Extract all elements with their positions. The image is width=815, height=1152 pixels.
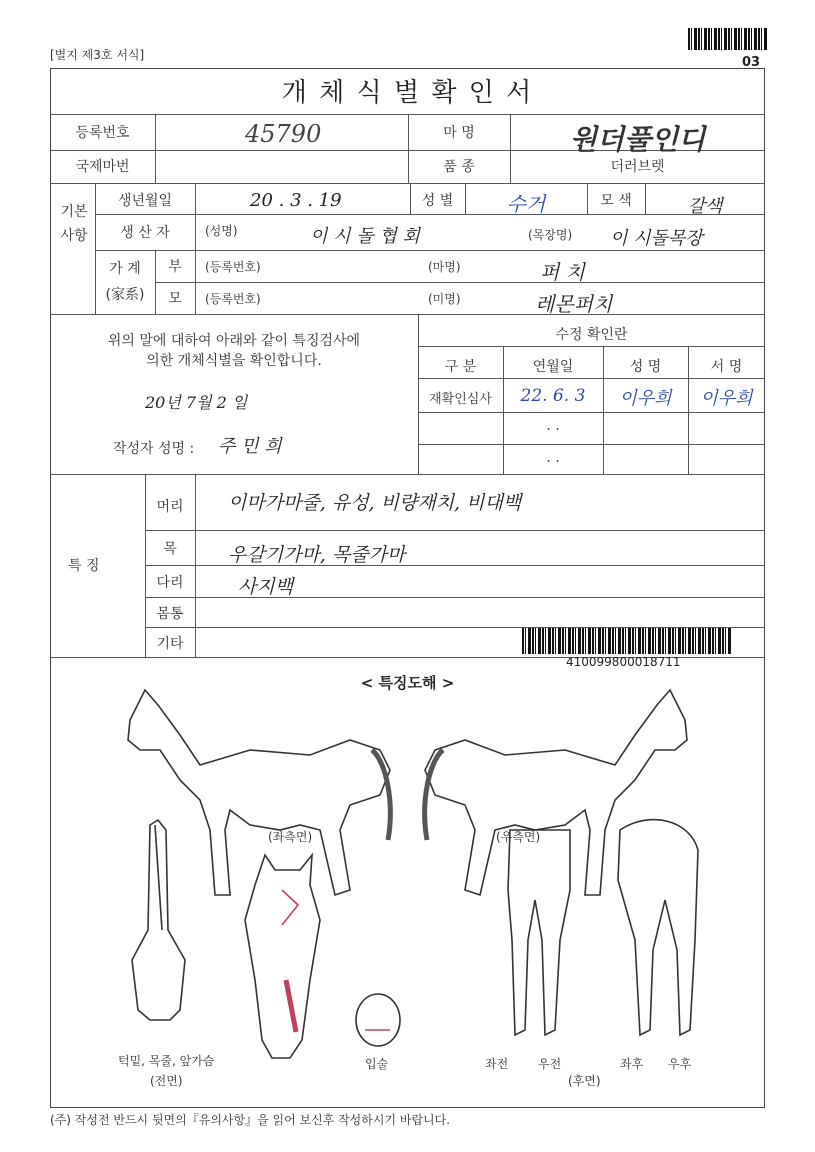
body-label: 몸통 — [156, 606, 184, 622]
color-value: 갈색 — [687, 196, 723, 217]
horse-name-value: 원더풀인디 — [569, 123, 706, 156]
family-hanja: (家系) — [105, 287, 145, 303]
sex-label: 성 별 — [421, 193, 454, 209]
left-side-label: (좌측면) — [268, 830, 313, 844]
other-label: 기타 — [156, 636, 184, 652]
farm-label: (목장명) — [528, 228, 573, 242]
breed-value: 더러브렛 — [610, 159, 665, 175]
legs-value: 사지백 — [238, 576, 294, 598]
dam-name-value: 레몬퍼치 — [535, 292, 613, 316]
front-view-neck-outline — [132, 820, 185, 1020]
family-label: 가 계 — [109, 261, 141, 277]
revision-title: 수정 확인란 — [555, 327, 628, 343]
revision-col-div: 구 분 — [444, 359, 477, 375]
back-label: (후면) — [568, 1074, 601, 1088]
lips-outline — [356, 994, 400, 1046]
writer-value: 주 민 희 — [218, 436, 282, 457]
hind-view-outline — [618, 820, 698, 1035]
confirm-text-1: 위의 말에 대하여 아래와 같이 특징검사에 — [107, 333, 361, 349]
right-side-label: (우측면) — [496, 830, 541, 844]
dam-name-label: (미명) — [428, 292, 461, 306]
horse-diagram — [50, 680, 765, 1100]
head-label: 머리 — [156, 499, 184, 515]
reg-no-label: 등록번호 — [75, 125, 130, 141]
top-barcode — [688, 28, 768, 50]
sire-name-value: 퍼 치 — [540, 260, 585, 284]
features-section-label: 특 징 — [68, 558, 100, 574]
diagram-title: < 특징도해 > — [360, 674, 455, 692]
farm-value: 이 시돌목장 — [610, 228, 703, 249]
breeder-label: 생 산 자 — [120, 225, 170, 241]
head-value: 이마가마줄, 유성, 비량재치, 비대백 — [228, 492, 522, 514]
sire-label: 부 — [168, 259, 182, 275]
front-label: (전면) — [150, 1074, 183, 1088]
neck-label: 목 — [163, 541, 177, 557]
barcode-number: 410099800018711 — [566, 655, 681, 669]
birth-value: 20 . 3 . 19 — [250, 190, 342, 211]
left-front-label: 좌전 — [485, 1057, 509, 1071]
revision-row1-sign: 이우희 — [700, 388, 753, 409]
intl-no-label: 국제마번 — [75, 159, 130, 175]
page-number: 03 — [742, 55, 761, 70]
revision-col-name: 성 명 — [629, 359, 662, 375]
dam-label: 모 — [168, 291, 182, 307]
left-hind-label: 좌후 — [620, 1057, 644, 1071]
revision-row2-date: . . — [546, 418, 560, 434]
front-caption: 턱밑, 목줄, 앞가슴 — [118, 1054, 215, 1068]
right-side-horse-outline — [425, 690, 687, 895]
right-hind-label: 우후 — [668, 1057, 692, 1071]
legs-label: 다리 — [156, 575, 184, 591]
revision-col-sign: 서 명 — [710, 359, 743, 375]
color-label: 모 색 — [600, 193, 632, 209]
form-label: [별지 제3호 서식] — [50, 48, 145, 62]
revision-row1-div: 재확인심사 — [429, 392, 492, 407]
front-legs-outline — [508, 830, 570, 1035]
breeder-name-value: 이 시 돌 협 회 — [310, 226, 420, 247]
front-head-outline — [245, 855, 320, 1058]
footer-note: (주) 작성전 반드시 뒷면의『유의사항』을 읽어 보신후 작성하시기 바랍니다. — [50, 1113, 451, 1127]
revision-col-date: 연월일 — [532, 359, 574, 375]
breeder-name-label: (성명) — [205, 224, 238, 238]
sex-value: 수거 — [506, 192, 546, 216]
neck-value: 우갈기가마, 목줄가마 — [228, 544, 406, 566]
horse-name-label: 마 명 — [443, 125, 475, 141]
reg-no-value: 45790 — [245, 120, 322, 148]
lips-label: 입술 — [365, 1057, 389, 1071]
right-front-label: 우전 — [538, 1057, 562, 1071]
document-title: 개 체 식 별 확 인 서 — [281, 78, 534, 108]
breed-label: 품 종 — [443, 159, 475, 175]
birth-label: 생년월일 — [117, 193, 173, 209]
writer-label: 작성자 성명 : — [113, 441, 195, 457]
basic-section-label: 기본사항 — [60, 204, 88, 244]
dam-reg-label: (등록번호) — [205, 292, 261, 306]
sire-name-label: (마명) — [428, 260, 461, 274]
revision-row3-date: . . — [546, 450, 560, 466]
revision-row1-date: 22. 6. 3 — [520, 386, 586, 406]
confirm-text-2: 의한 개체식별을 확인합니다. — [146, 353, 322, 369]
form-barcode — [522, 628, 732, 654]
sire-reg-label: (등록번호) — [205, 260, 261, 274]
revision-row1-name: 이우희 — [619, 388, 672, 409]
confirm-date: 20년 7월 2 일 — [145, 393, 248, 412]
